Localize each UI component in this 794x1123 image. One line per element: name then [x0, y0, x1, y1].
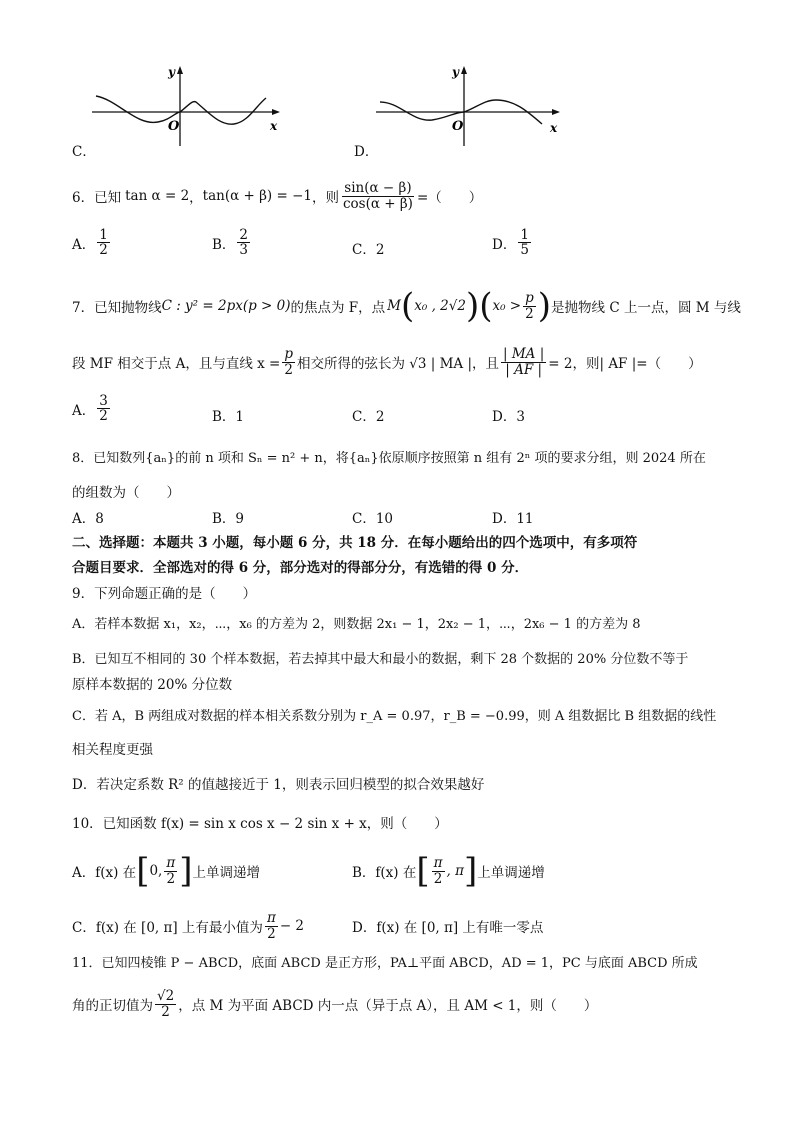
frac-den: 2	[161, 1003, 170, 1020]
frac-den: 2	[284, 361, 293, 378]
q7-line-fraction	[282, 347, 295, 376]
section-2-heading-line-1: 二、选择题：本题共 3 小题，每小题 6 分，共 18 分．在每小题给出的四个选项中，有多项符	[72, 535, 638, 551]
option-letter: A．	[72, 236, 96, 253]
q7-number: 7．	[72, 300, 95, 316]
frac-num: π	[166, 855, 176, 872]
graph-c-y-arrow	[177, 66, 183, 74]
frac-den: 5	[520, 242, 529, 259]
option-text: 9	[235, 511, 245, 527]
q6-option-d[interactable]	[492, 228, 533, 257]
option-fraction	[265, 911, 278, 940]
option-letter: D．	[492, 236, 517, 253]
option-letter: C．	[352, 409, 376, 425]
q7-text: 的焦点为 F，点	[290, 300, 386, 316]
q6-frac-num: sin(α − β)	[344, 180, 412, 197]
graph-c-origin: O	[168, 119, 180, 134]
q6-option-a[interactable]	[72, 228, 112, 257]
q10-option-c[interactable]	[72, 904, 304, 948]
option-fraction	[432, 856, 445, 885]
q6-number: 6．	[72, 190, 95, 206]
q6-tan-alpha: tan α = 2	[125, 188, 190, 204]
question-7-line-2	[72, 340, 702, 384]
frac-den: 3	[239, 242, 249, 259]
q7-option-b[interactable]	[212, 405, 244, 425]
q7-parabola: C : y² = 2px(p > 0)	[161, 298, 291, 314]
option-letter: C．	[352, 511, 376, 527]
graph-d-label: D．	[354, 144, 379, 160]
option-text: B．f(x) 在	[352, 865, 417, 881]
frac-den: 2	[433, 870, 443, 887]
bracket: ]	[463, 851, 478, 891]
question-10-stem: 10．已知函数 f(x) = sin x cos x − 2 sin x + x，则（ ）	[72, 816, 448, 832]
frac-num: √2	[157, 988, 175, 1005]
q6-fraction	[341, 181, 415, 210]
q7-cond: x₀ >	[492, 298, 522, 314]
q6-option-b[interactable]	[212, 228, 252, 257]
option-text: 8	[95, 511, 104, 527]
option-fraction	[97, 228, 110, 257]
q10-option-a[interactable]	[72, 848, 260, 894]
q7-ratio-fraction	[501, 347, 546, 376]
frac-num: 1	[520, 227, 529, 243]
frac-num: 1	[99, 227, 108, 243]
graph-c-y-label: y	[168, 65, 175, 79]
question-9-stem: 9．下列命题正确的是（ ）	[72, 586, 257, 602]
section-2-heading-line-2: 合题目要求．全部选对的得 6 分，部分选对的得部分分，有选错的得 0 分．	[72, 560, 529, 576]
option-letter: B．	[212, 236, 236, 253]
q7-text: 是抛物线 C 上一点，圆 M 与线	[551, 300, 741, 316]
option-text: 10	[375, 511, 394, 527]
q7-coords: x₀ , 2√2	[414, 298, 466, 314]
frac-den: 2	[99, 242, 108, 259]
q6-then: ，则	[311, 190, 339, 206]
frac-num: p	[284, 346, 293, 363]
option-letter: C．	[352, 242, 376, 258]
q11-text: 角的正切值为	[72, 998, 153, 1014]
frac-den: 2	[99, 408, 108, 425]
graph-c-x-arrow	[272, 109, 280, 115]
option-fraction	[164, 856, 177, 885]
q10-option-d[interactable]	[352, 916, 543, 936]
q8-option-c[interactable]	[352, 507, 393, 527]
option-text: 11	[516, 511, 534, 527]
bracket: [	[136, 851, 150, 891]
q9-option-d[interactable]: D．若决定系数 R² 的值越接近于 1，则表示回归模型的拟合效果越好	[72, 777, 485, 793]
option-letter: D．	[492, 409, 517, 425]
graph-d-origin: O	[452, 119, 464, 134]
q6-pre: 已知	[94, 190, 122, 206]
option-fraction	[237, 228, 250, 257]
option-text: C．f(x) 在 [0, π] 上有最小值为	[72, 920, 263, 936]
graph-c-label: C．	[72, 144, 96, 160]
bracket: ]	[179, 851, 193, 891]
q6-frac-den: cos(α + β)	[342, 195, 413, 212]
q7-point: M	[387, 298, 401, 314]
option-text: 上单调递增	[192, 865, 260, 881]
frac-num: | MA |	[503, 346, 545, 363]
q9-option-b-line-1[interactable]: B．已知互不相同的 30 个样本数据，若去掉其中最大和最小的数据，剩下 28 个数据的 20% 分位数不等于	[72, 652, 689, 667]
graph-d-x-label: x	[550, 121, 558, 135]
q7-option-a[interactable]	[72, 394, 112, 423]
q7-cond-fraction	[523, 291, 536, 320]
question-8-line-2: 的组数为（ ）	[72, 485, 180, 501]
q9-option-a[interactable]: A．若样本数据 x₁，x₂，⋯，x₆ 的方差为 2，则数据 2x₁ − 1，2x₂ − 1，⋯，2x₆ − 1 的方差为 8	[72, 617, 641, 632]
option-text: D．f(x) 在 [0, π] 上有唯一零点	[352, 920, 544, 936]
q6-tan-sum: tan(α + β) = −1	[202, 188, 312, 204]
question-6	[72, 176, 482, 216]
q7-option-d[interactable]	[492, 405, 525, 425]
q10-option-b[interactable]	[352, 848, 545, 894]
graph-d-y-label: y	[452, 65, 459, 79]
q8-option-b[interactable]	[212, 507, 244, 527]
question-8-line-1: 8．已知数列{aₙ}的前 n 项和 Sₙ = n² + n，将{aₙ}依原顺序按照第 n 组有 2ⁿ 项的要求分组，则 2024 所在	[72, 451, 706, 466]
question-11-line-2	[72, 982, 597, 1026]
option-text: A．f(x) 在	[72, 865, 137, 881]
option-letter: A．	[72, 402, 96, 419]
bracket: [	[416, 851, 430, 891]
q7-text: 段 MF 相交于点 A，且与直线 x =	[72, 356, 281, 372]
frac-num: π	[266, 910, 276, 927]
question-7-line-1	[72, 284, 741, 328]
option-text: 2	[375, 242, 385, 258]
q8-option-d[interactable]	[492, 507, 534, 527]
question-11-line-1: 11．已知四棱锥 P − ABCD，底面 ABCD 是正方形，PA⊥平面 ABCD，AD = 1，PC 与底面 ABCD 所成	[72, 956, 698, 971]
option-letter: B．	[212, 511, 236, 527]
q7-text: = 2，则| AF |=（ ）	[548, 356, 702, 372]
graph-d-x-arrow	[552, 109, 560, 115]
q6-comma: ，	[189, 190, 203, 206]
option-fraction	[97, 394, 110, 423]
q9-option-c-line-2: 相关程度更强	[72, 742, 153, 758]
q7-option-c[interactable]	[352, 405, 384, 425]
option-letter: D．	[492, 511, 517, 527]
interval-right: , π	[446, 863, 464, 879]
paren: (	[401, 286, 415, 326]
frac-num: 2	[239, 227, 249, 243]
frac-den: | AF |	[505, 361, 543, 378]
option-text: 1	[235, 409, 245, 425]
frac-num: p	[525, 290, 534, 307]
graph-d	[372, 62, 572, 152]
paren: )	[537, 286, 552, 326]
option-fraction	[518, 228, 531, 257]
graph-c-curve	[96, 96, 266, 124]
option-text: − 2	[279, 918, 305, 934]
frac-den: 2	[525, 305, 534, 322]
option-letter: A．	[72, 511, 96, 527]
frac-num: 3	[99, 393, 108, 409]
q9-option-b-line-2: 原样本数据的 20% 分位数	[72, 677, 233, 693]
q11-fraction	[155, 989, 176, 1018]
frac-den: 2	[166, 870, 176, 887]
option-letter: B．	[212, 409, 236, 425]
q7-text: 已知抛物线	[94, 300, 162, 316]
option-text: 上单调递增	[477, 865, 545, 881]
q6-tail: =（ ）	[416, 190, 483, 206]
frac-num: π	[433, 855, 443, 872]
interval-left: 0,	[149, 863, 163, 879]
paren: )(	[465, 286, 493, 326]
frac-den: 2	[267, 925, 276, 942]
graph-d-y-arrow	[461, 66, 467, 74]
q8-option-a[interactable]	[72, 507, 104, 527]
option-text: 3	[516, 409, 525, 425]
q6-option-c[interactable]	[352, 238, 384, 258]
option-text: 2	[375, 409, 385, 425]
graph-c-x-label: x	[270, 119, 278, 133]
q9-option-c-line-1[interactable]: C．若 A，B 两组成对数据的样本相关系数分别为 r_A = 0.97，r_B = −0.99，则 A 组数据比 B 组数据的线性	[72, 709, 717, 724]
graph-c	[88, 62, 288, 152]
q7-text: 相交所得的弦长为 √3 | MA |，且	[296, 356, 500, 372]
q11-text: ，点 M 为平面 ABCD 内一点（异于点 A），且 AM < 1，则（ ）	[178, 998, 598, 1014]
